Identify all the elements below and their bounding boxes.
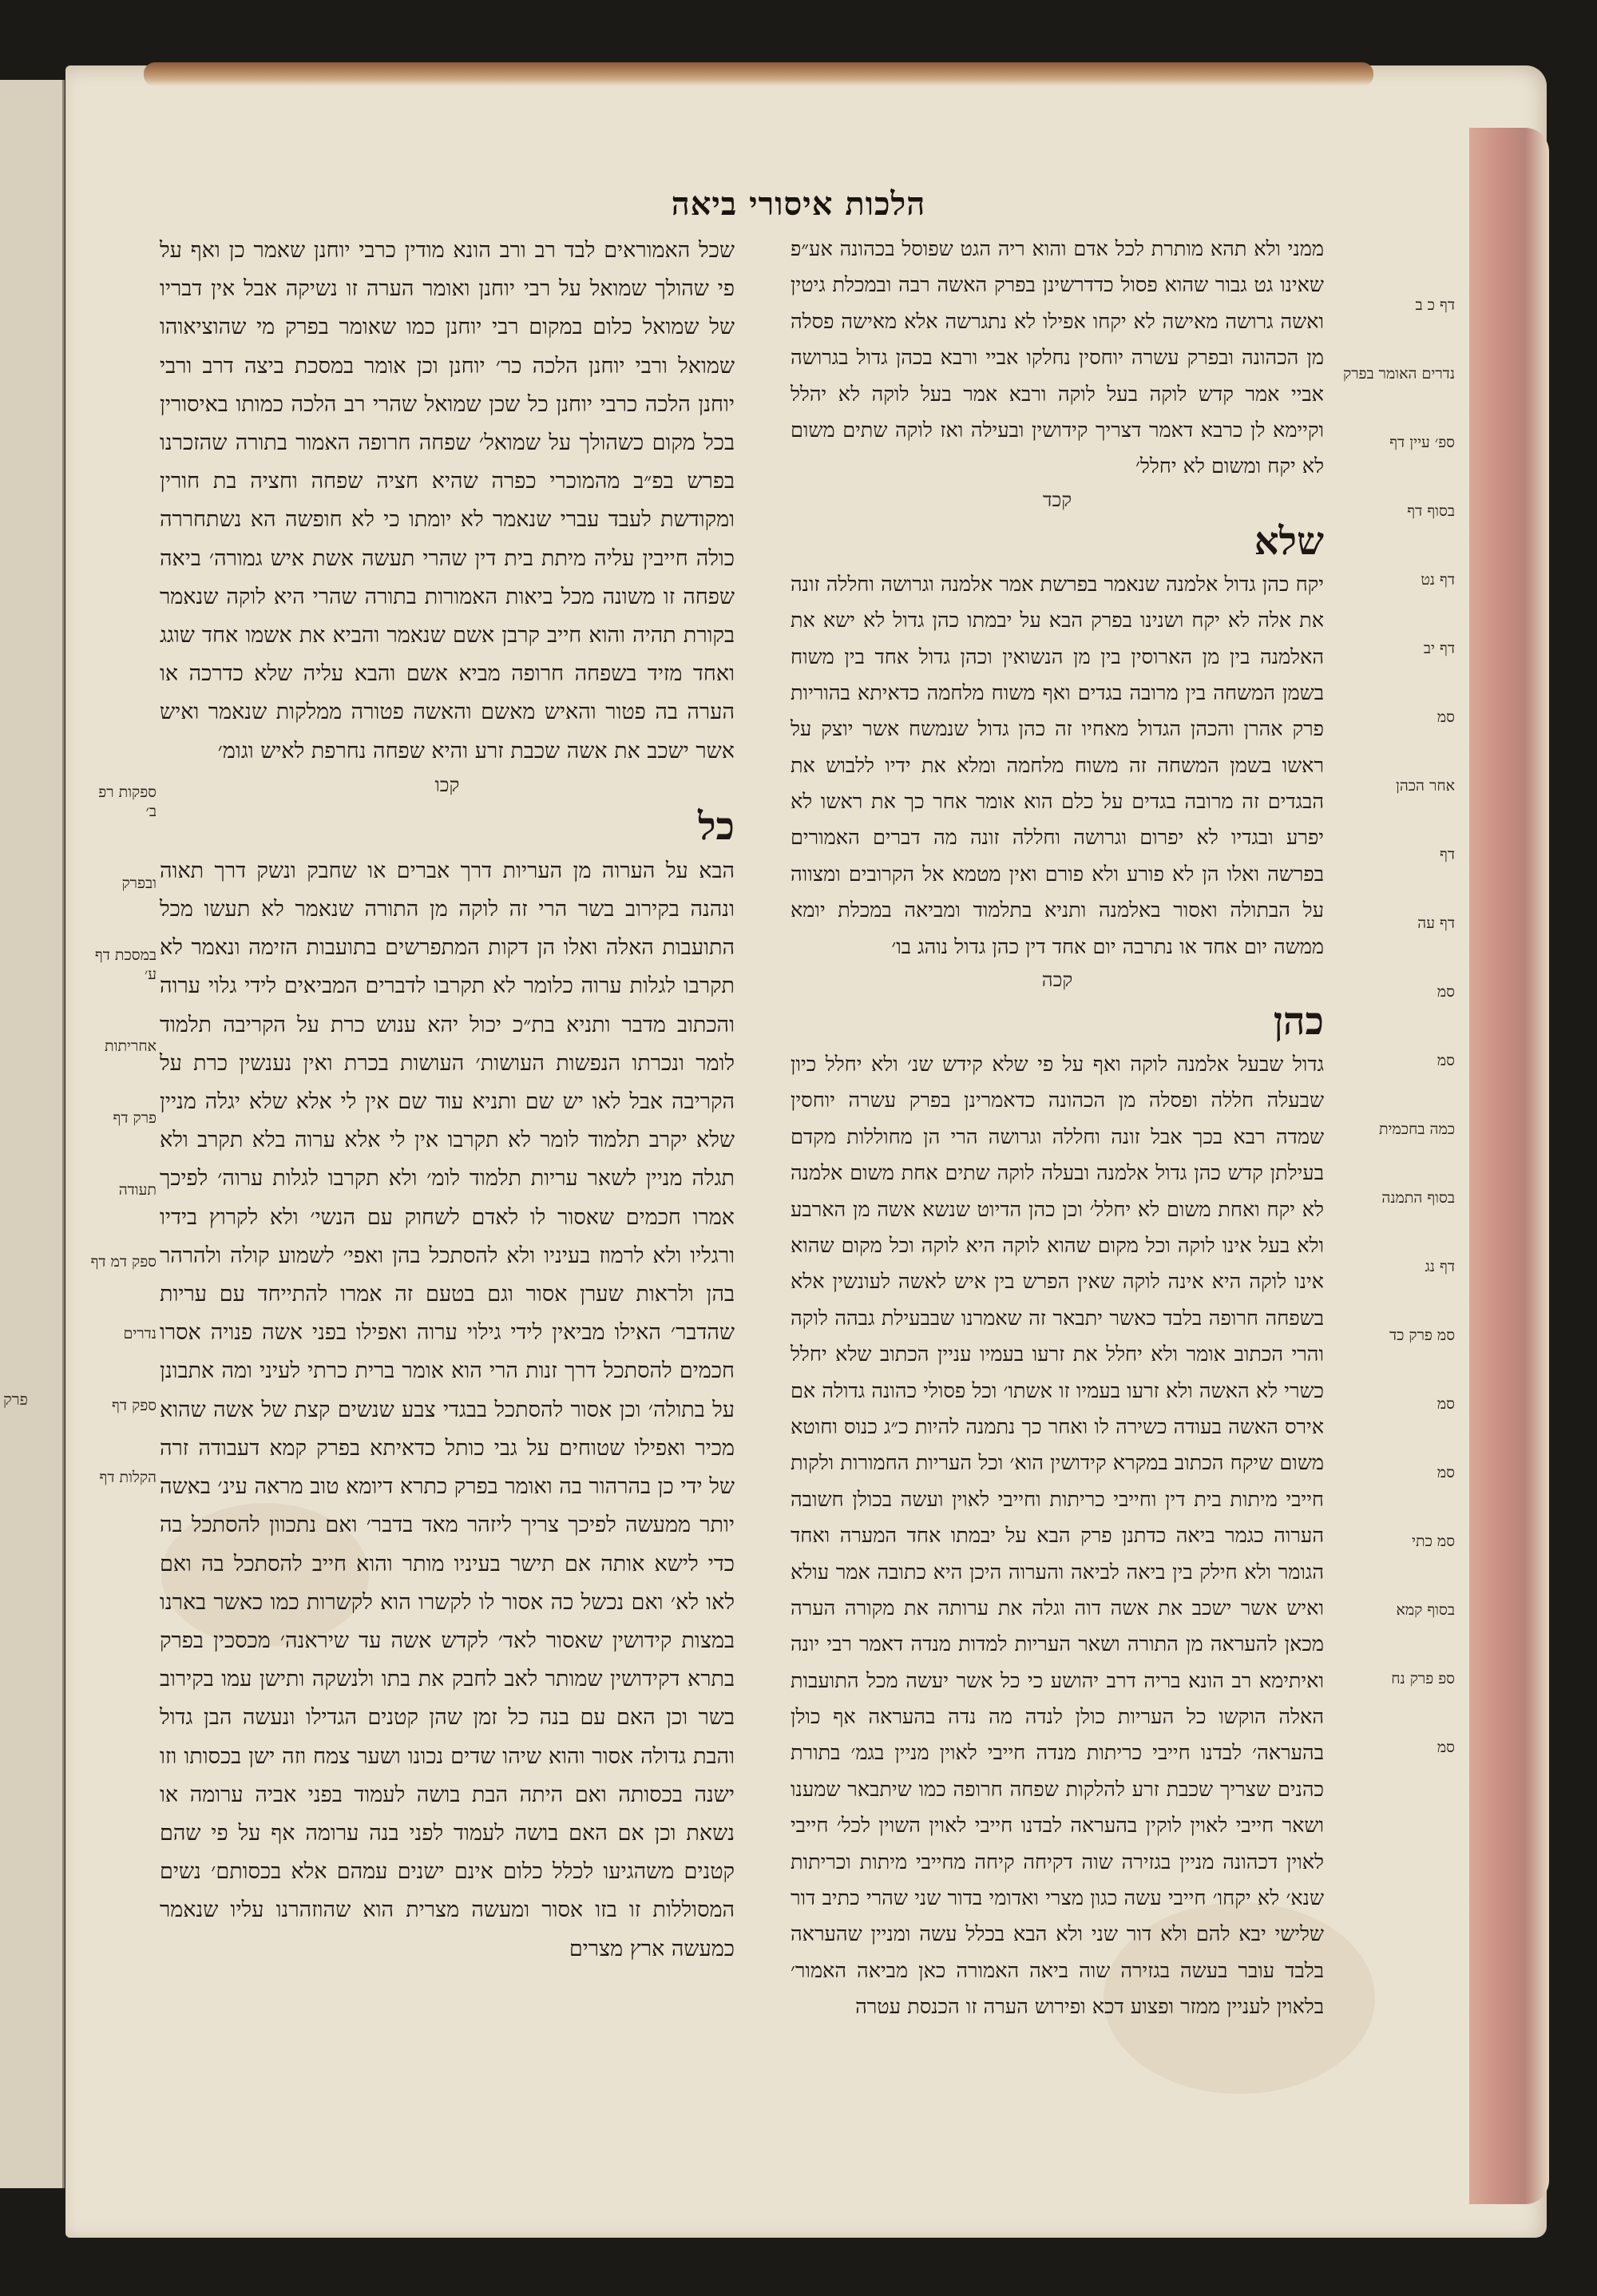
paragraph: גדול שבעל אלמנה לוקה ואף על פי שלא קידש שנ׳ ולא יחלל כיון שבעלה חללה ופסלה מן הכהונה כדאמרינן בפרק עשרה יוחסין שמדה רבא בכך אבל זונה וחללה וגרושה הרי הן מחוללות מקדם בעילתן קדש כהן גדול אלמנה ובעלה לוקה שתים אחת משום אלמנה לא יקח ואחת משום לא יחלל׳ וכן כהן הדיוט שנשא אשה מן הארבע ולא בעל אינו לוקה וכל מקום שהוא לוקה היא לוקה וכל מקום שהוא אינו לוקה היא אינה לוקה שאין הפרש בין איש לאשה לעונשין אלא בשפחה חרופה בלבד כאשר יתבאר זה שאמרנו שבבעילת גבהה לוקה והרי הכתוב אומר ולא יחלל את זרעו בעמיו עניין הכתוב שלא יחלל כשרי לא האשה ולא זרעו בעמיו זו אשתו׳ וכל פסולי כהונה גדולה אם אירס האשה בעודה כשירה לו ואחר כך נתמנה להיות כ״ג כנוס וחוטא משום שיקח הכתוב במקרא קידושין הוא׳ וכל העריות החמורות ולקות חייבי מיתות בית דין וחייבי כריתות וחייבי לאוין ועשה בכולן חשובה הערוה כגמר ביאה כדתנן פרק הבא על יבמתו אחד המערה ואחד הגומר ולא חילק בין ביאה לביאה והערוה היכן היא כתובה אמר עולא ואיש אשר ישכב את אשה דוה וגלה את ערותה את מקורה הערה מכאן להעראה מן התורה ושאר העריות למדות מנדה דאמר רבי יונה ואיתימא רב הונא בריה דרב יהושע כי כל אשר יעשה מכל התועבות האלה הוקשו כל העריות כולן לנדה מה נדה בהעראה אף כולן בהעראה׳ לבדנו חייבי כריתות מנדה חייבי לאוין מניין בגמ׳ בתורת כהנים שצריך שכבת זרע להלקות שפחה חרופה כמו שיתבאר שמענו ושאר חייבי לאוין לוקין בהעראה לבדנו חייבי לאוין השוין לכל׳ חייבי לאוין דכהונה מניין בגזירה שוה דקיחה קיחה מחייבי מיתות וכריתות שנא׳ לא יקחו׳ חייבי עשה כגון מצרי ואדומי בדור שני שהרי כתיב דור שלישי יבא להם ולא דור שני ולא הבא בכלל עשה ומניין שהעראה בלבד עובר בעשה בגזירה שוה ביאה האמורה כאן מביאה האמור׳ בלאוין לעניין ממזר ופצוע דכא ופירוש הערה זו הכנסת עטרה bbox=[791, 1053, 1324, 2020]
margin-note: ספקות רפ ב׳ bbox=[98, 783, 157, 820]
margin-note: אחר הכהן bbox=[1395, 777, 1455, 795]
margin-note: סמ כתי bbox=[1412, 1533, 1455, 1550]
facing-page-left bbox=[0, 80, 65, 2188]
margin-note: דף עה bbox=[1417, 914, 1455, 932]
margin-note: ובפרק bbox=[121, 874, 157, 892]
margin-note: תעודה bbox=[118, 1181, 157, 1199]
margin-note: אחריתות bbox=[105, 1037, 157, 1055]
page-top-wear bbox=[144, 62, 1373, 86]
margin-note: דף bbox=[1440, 846, 1455, 863]
margin-notes-right bbox=[1335, 295, 1455, 1806]
margin-note: ספ׳ עיין דף bbox=[1389, 434, 1455, 451]
incipit-word: כהן bbox=[1273, 999, 1324, 1045]
section-number: קכה bbox=[1041, 969, 1073, 992]
incipit-word: כל bbox=[698, 803, 735, 849]
margin-note: בסוף קמא bbox=[1396, 1601, 1455, 1619]
margin-note: כמה בחכמית bbox=[1378, 1120, 1455, 1138]
margin-note: סמ bbox=[1437, 708, 1455, 726]
section-number: קכו bbox=[434, 773, 460, 796]
paragraph: יקח כהן גדול אלמנה שנאמר בפרשת אמר אלמנה וגרושה וחללה זונה את אלה לא יקח ושנינו בפרק הבא על יבמתו כהן גדול לא ישא את האלמנה בין מן הארוסין בין מן הנשואין וכהן גדול אחד בין משוח בשמן המשחה בין מרובה בגדים ואף משוח מלחמה כדאיתא בהוריות פרק אהרן והכהן הגדול מאחיו זה כהן גדול שנמשח אשר יוצק על ראשו בשמן המשחה זה משוח מלחמה ומלא את ידיו ללבוש את הבגדים זה מרובה בגדים על כלם הוא אומר אחר כך את ראשו לא יפרע ובגדיו לא יפרום וגרושה וחללה זונה מה דברים האמורים בפרשה ואלו הן לא פורע ולא פורם ואין מטמא אל הקרובים ומצווה על הבתולה ואסור באלמנה ותניא בתלמוד ומביאה במכלת יומא ממשה יום אחד או נתרבה יום אחד דין כהן גדול נוהג בו׳ bbox=[791, 572, 1324, 959]
margin-note: ספ פרק נח bbox=[1391, 1670, 1455, 1687]
text-column-right bbox=[791, 232, 1324, 2026]
margin-note: דף נט bbox=[1421, 571, 1455, 589]
margin-note: דף יב bbox=[1423, 640, 1455, 657]
text-column-left bbox=[160, 232, 735, 1969]
margin-note: סמ bbox=[1437, 983, 1455, 1001]
page-edge bbox=[1469, 128, 1549, 2204]
margin-note: סמ bbox=[1437, 1395, 1455, 1413]
running-head: הלכות איסורי ביאה bbox=[671, 185, 926, 223]
margin-note: דף כ ב bbox=[1415, 296, 1455, 314]
margin-note: ספק דף bbox=[112, 1397, 157, 1414]
margin-note: סמ bbox=[1437, 1739, 1455, 1756]
margin-note: בסוף התמנה bbox=[1381, 1189, 1455, 1207]
margin-note: סמ פרק כד bbox=[1389, 1326, 1455, 1344]
incipit-word: שלא bbox=[1254, 518, 1324, 564]
margin-note: נדרים bbox=[123, 1325, 157, 1342]
paragraph: הבא על הערוה מן העריות דרך אברים או שחבק ונשק דרך תאוה ונהנה בקירוב בשר הרי זה לוקה מן התורה שנאמר לא תעשו מכל התועבות האלה ואלו הן דקות המתפרשים בתועבות הזימה ונאמר לא תקרבו לגלות ערוה כלומר לא תקרבו לדברים המביאים לידי גלוי ערוה והכתוב מדבר ותניא בת״כ יכול יהא ענוש כרת על הקריבה תלמוד לומר ונכרתו הנפשות העושות׳ העושות בכרת ואין נענשין כרת על הקריבה אבל לאו יש שם ותניא עוד שם אין לי אלא שלא יגלה מניין שלא יקרב תלמוד לומר לא תקרבו אין לי אלא ערוה בלא תקרב ולא תגלה מניין לשאר עריות תלמוד לומ׳ ולא תקרבו לגלות ערוה׳ לפיכך אמרו חכמים שאסור לו לאדם לשחוק עם הנשי׳ ולא לקרוץ בידיו ורגליו ולא לרמוז בעיניו ולא להסתכל בהן ואפי׳ לשמוע קולה ולהרהר בהן ולראות שערן אסור וגם בטעם זה אמרו להתייחד עם עריות שהדבר׳ האילו מביאין לידי גילוי ערוה ואפילו בפני אשה פנויה אסרו חכמים להסתכל דרך זנות הרי הוא אומר ברית כרתי לעיני ומה אתבונן על בתולה׳ וכן אסור להסתכל בבגדי צבע שנשים קצת של אשה שהוא מכיר ואפילו שטוחים על גבי כותל כדאיתא בפרק קמא דעבודה זרה של ידי כן בהרהור בה ואומר בפרק כתרא דיומא טוב מראה עינ׳ באשה יותר ממעשה לפיכך צריך ליזהר מאד בדבר׳ ואם נתכוון להסתכל בה כדי לישא אותה אם תישר בעיניו מותר והוא חייב להסתכל בה ואם לאו לא׳ ואם נכשל כה אסור לו לקשרו הוא לקשרות כמו כאשר בארנו במצות קידושין שאסור לאד׳ לקדש אשה עד שיראנה׳ מכסכין בפרק בתרא דקידושין שמותר לאב לחבק את בתו ולנשקה ותישן עמו בקירוב בשר וכן האם עם בנה כל זמן שהן קטנים הגדילו ונעשה הבן גדול והבת גדולה אסור והוא שיהו שדים נכונו ושער צמח וזה ישן בכסותו וזו ישנה בכסותה ואם היתה הבת בושה לעמוד בפני אביה ערומה או נשאת וכן אם האם בושה לעמוד לפני בנה ערומה אף על פי שהם קטנים משהגיעו לכלל כלום אינם ישנים עמהם אלא בכסותם׳ נשים המסוללות זו בזו אסור ומעשה מצרית הוא שהוזהרנו עליו שנאמר כמעשה ארץ מצרים bbox=[160, 858, 735, 1961]
margin-note: בסוף דף bbox=[1407, 502, 1455, 520]
margin-notes-left bbox=[88, 783, 157, 1540]
margin-note: דף נג bbox=[1425, 1258, 1455, 1275]
facing-page-text: פרק bbox=[3, 1390, 29, 1409]
section-number: קכד bbox=[1042, 488, 1072, 511]
margin-note: במסכת דף ע׳ bbox=[94, 946, 157, 983]
paragraph: שכל האמוראים לבד רב ורב הונא מודין כרבי יוחנן שאמר כן ואף על פי שהולך שמואל על רבי יוחנן ואומר הערה זו נשיקה אבל אין דבריו של שמואל כלום במקום רבי יוחנן כמו שאומר בפרק מי שהוציאוהו שמואל ורבי יוחנן הלכה כר׳ יוחנן וכן אומר במסכת ביצה דרב ורבי יוחנן הלכה כרבי יוחנן כל שכן שמואל שהרי רב הלכה כמותו באיסורין בכל מקום כשהולך על שמואל׳ שפחה חרופה האמור בתורה שהזכרנו בפרש בפ״ב מהמוכרי כפרה שהיא חציה שפחה וחציה בת חורין ומקודשת לעבד עברי שנאמר לא יומתו כי לא חופשה הא נשתחררה כולה חייבין עליה מיתת בית דין שהרי תעשה אשת איש גמורה׳ ביאה שפחה זו משונה מכל ביאות האמורות בתורה שהרי היא לוקה שנאמר בקורת תהיה והוא חייב קרבן אשם שנאמר והביא את אשמו אחד שוגג ואחד מזיד בשפחה חרופה מביא אשם והבא עליה שלא כדרכה או הערה בה פטור והאיש מאשם והאשה פטורה ממלקות שנאמר ואיש אשר ישכב את אשה שכבת זרע והיא שפחה נחרפת לאיש וגומ׳ bbox=[160, 238, 735, 763]
margin-note: פרק דף bbox=[113, 1109, 157, 1127]
margin-note: סמ bbox=[1437, 1464, 1455, 1481]
margin-note: הקלות דף bbox=[99, 1469, 157, 1486]
margin-note: נדרים האומר בפרק bbox=[1343, 365, 1455, 383]
paragraph: ממני ולא תהא מותרת לכל אדם והוא ריה הגט שפוסל בכהונה אע״פ שאינו גט גבור שהוא פסול כדדרשינן בפרק האשה רבה ובמכלת גיטין ואשה גרושה מאישה לא יקחו אפילו לא נתגרשה אלא מאישה פסלה מן הכהונה ובפרק עשרה יוחסין נחלקו אביי ורבא בכהן גדול בגרושה אביי אמר קדש לוקה בעל לוקה ורבא אמר בעל לוקה לא יהלל וקיימא לן כרבא דאמר דצריך קידושין ובעילה ואז לוקה שתים משום לא יקח ומשום לא יחלל׳ bbox=[791, 237, 1324, 479]
margin-note: ספק דמ דף bbox=[90, 1253, 157, 1271]
margin-note: סמ bbox=[1437, 1052, 1455, 1069]
